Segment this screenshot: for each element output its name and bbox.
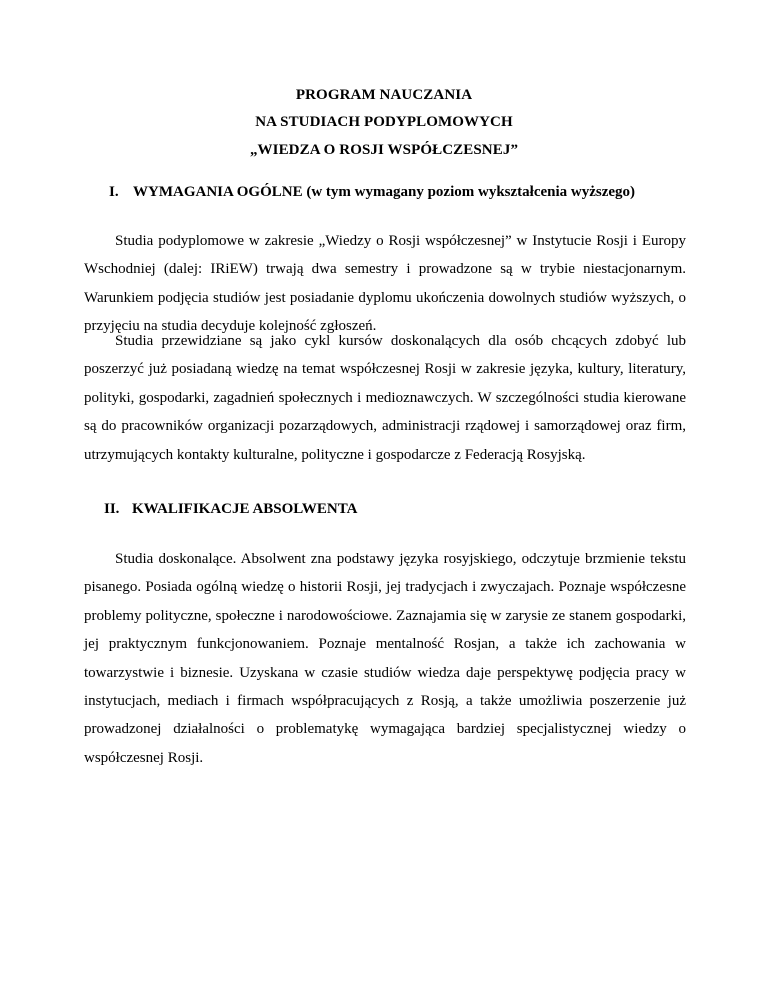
section-1-heading — [109, 183, 635, 201]
section-1-number: I. — [109, 184, 119, 200]
section-2-paragraph-1: Studia doskonalące. Absolwent zna podstawy języka rosyjskiego, odczytuje brzmienie tekstu pisanego. Posiada ogólną wiedzę o historii Rosji, jej tradycjach i zwyczajach. Poznaje współczesne problemy polityczne, społeczne i narodowościowe. Zaznajamia się w zarysie ze stanem gospodarki, jej praktycznym funkcjonowaniem. Poznaje mentalność Rosjan, a także ich zachowania w towarzystwie i biznesie. Uzyskana w czasie studiów wiedza daje perspektywę podjęcia pracy w instytucjach, mediach i firmach współpracujących z Rosją, a także umożliwia poszerzenie już prowadzonej działalności o problematykę wymagająca bardziej specjalistycznej wiedzy o współczesnej Rosji. — [84, 551, 686, 766]
section-2-title: KWALIFIKACJE ABSOLWENTA — [132, 501, 358, 517]
title-line-3: „WIEDZA O ROSJI WSPÓŁCZESNEJ” — [249, 142, 519, 158]
section-1-title: WYMAGANIA OGÓLNE (w tym wymagany poziom wykształcenia wyższego) — [133, 184, 636, 200]
section-2-number: II. — [104, 501, 120, 517]
section-1-paragraph-2: Studia przewidziane są jako cykl kursów doskonalących dla osób chcących zdobyć lub poszerzyć już posiadaną wiedzę na temat współczesnej Rosji w zakresie języka, kultury, literatury, polityki, gospodarki, zagadnień społecznych i medioznawczych. W szczególności studia kierowane są do pracowników organizacji pozarządowych, administracji rządowej i samorządowej oraz firm, utrzymujących kontakty kulturalne, polityczne i gospodarcze z Federacją Rosyjską. — [84, 333, 686, 463]
section-2-heading — [104, 500, 357, 518]
title-line-1: PROGRAM NAUCZANIA — [295, 87, 473, 103]
section-1-paragraph-1: Studia podyplomowe w zakresie „Wiedzy o Rosji współczesnej” w Instytucie Rosji i Europy Wschodniej (dalej: IRiEW) trwają dwa semestry i prowadzone są w trybie niestacjonarnym. Warunkiem podjęcia studiów jest posiadanie dyplomu ukończenia dowolnych studiów wyższych, o przyjęciu na studia decyduje kolejność zgłoszeń. — [84, 233, 686, 335]
title-line-2: NA STUDIACH PODYPLOMOWYCH — [255, 114, 513, 130]
